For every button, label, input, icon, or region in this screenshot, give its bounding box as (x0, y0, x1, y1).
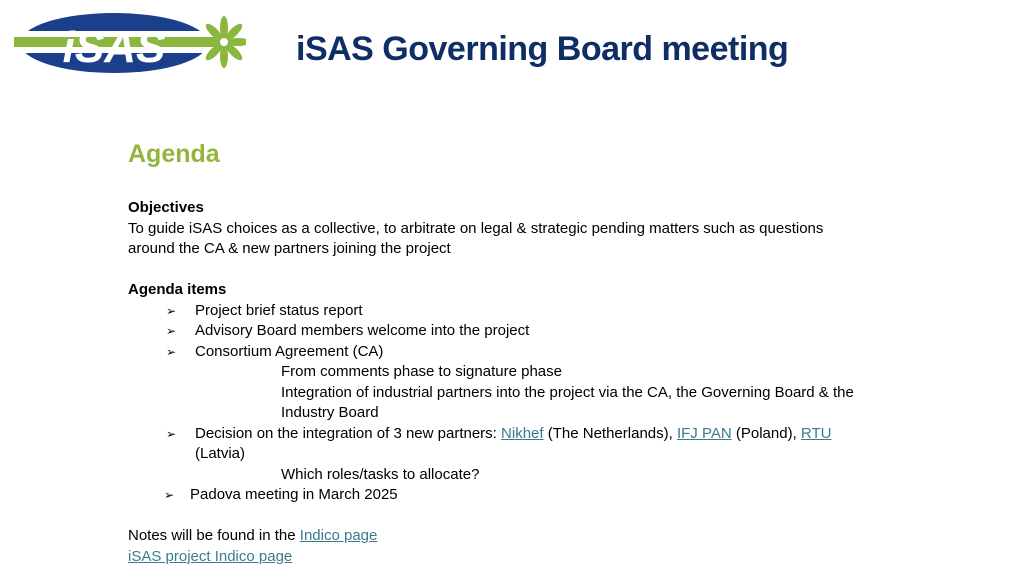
agenda-item-status: ➢ Project brief status report (128, 301, 928, 322)
nikhef-link[interactable]: Nikhef (501, 424, 544, 442)
agenda-items-label: Agenda items (128, 281, 227, 298)
page-title: iSAS Governing Board meeting (296, 30, 789, 68)
indico-page-link[interactable]: Indico page (299, 527, 378, 544)
arrow-bullet-icon: ➢ (166, 344, 177, 359)
agenda-item-ca: ➢ Consortium Agreement (CA) (128, 342, 928, 363)
isas-logo (14, 10, 246, 80)
objectives-text-line-1: To guide iSAS choices as a collective, to arbitrate on legal & strategic pending matters such as questions (128, 219, 824, 237)
isas-project-indico-link[interactable]: iSAS project Indico page (128, 547, 293, 565)
arrow-bullet-icon: ➢ (166, 324, 177, 338)
arrow-bullet-icon: ➢ (166, 303, 177, 318)
ca-sub-item-2-line-1: Integration of industrial partners into the project via the CA, the Governing Board & the (281, 383, 854, 401)
objectives-label: Objectives (128, 199, 204, 216)
notes-line: Notes will be found in the Indico page (128, 527, 378, 544)
agenda-item-decision: ➢ Decision on the integration of 3 new partners: Nikhef (The Netherlands), IFJ PAN (Poland), RTU (Latvia) (166, 424, 832, 462)
agenda-content (128, 198, 928, 567)
ca-sub-item-1: From comments phase to signature phase (281, 363, 562, 380)
agenda-item-advisory: ➢ Advisory Board members welcome into the project (128, 321, 928, 342)
objectives-text-line-2: around the CA & new partners joining the project (128, 240, 451, 257)
agenda-item-padova: ➢ Padova meeting in March 2025 (128, 485, 928, 506)
arrow-bullet-icon: ➢ (164, 488, 175, 502)
ifj-pan-link[interactable]: IFJ PAN (676, 424, 732, 442)
agenda-heading: Agenda (128, 140, 220, 168)
svg-text:iSAS: iSAS (62, 23, 166, 72)
ca-sub-item-2-line-2: Industry Board (281, 404, 379, 421)
arrow-bullet-icon: ➢ (166, 426, 177, 441)
decision-sub-item: Which roles/tasks to allocate? (281, 465, 480, 483)
rtu-link[interactable]: RTU (800, 424, 832, 442)
